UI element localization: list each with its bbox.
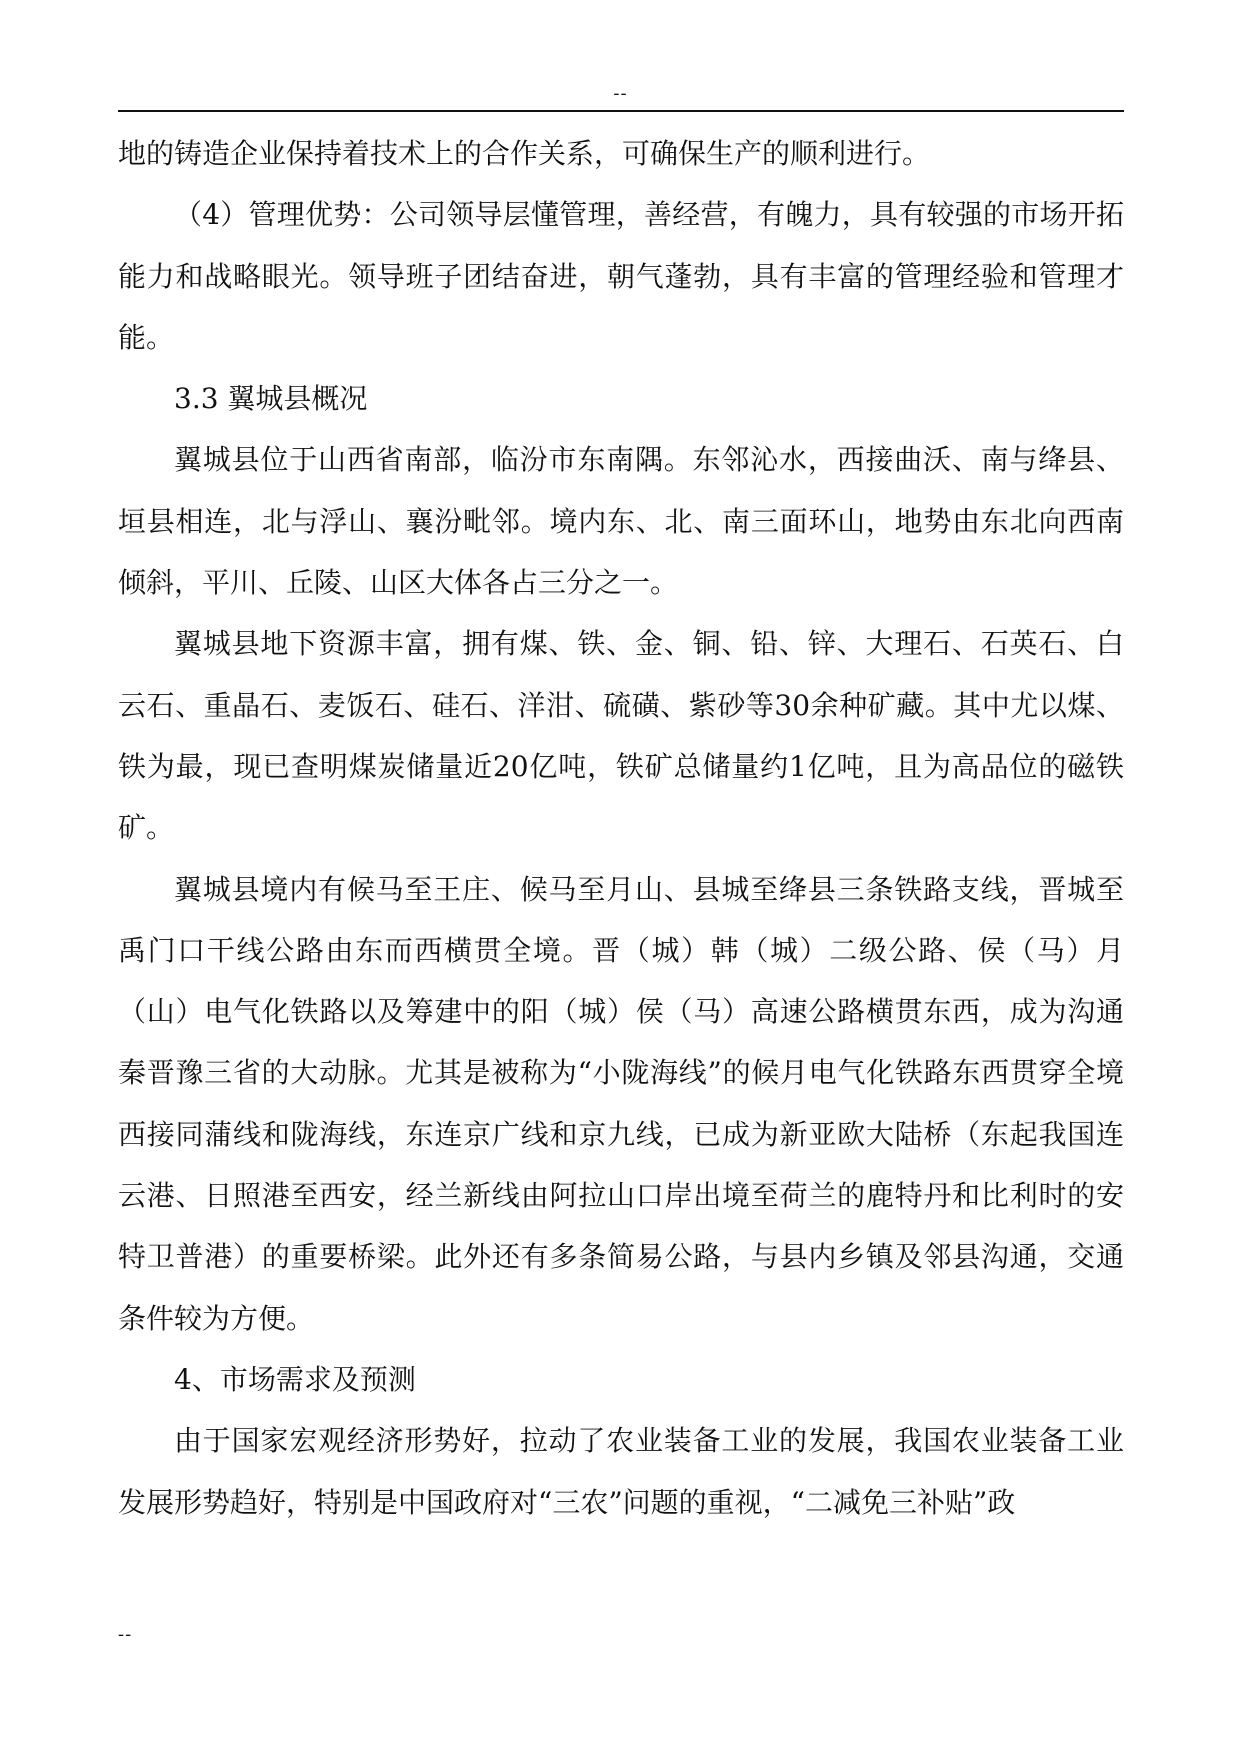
section-heading-market: 4、市场需求及预测 — [174, 1362, 416, 1396]
page-footer-mark: -- — [118, 1624, 133, 1645]
paragraph-transport: 翼城县境内有候马至王庄、候马至月山、县城至绛县三条铁路支线，晋城至禹门口干线公路由东而西横贯全境。晋（城）韩（城）二级公路、侯（马）月（山）电气化铁路以及筹建中的阳（城）侯（马）高速公路横贯东西，成为沟通秦晋豫三省的大动脉。尤其是被称为“小陇海线”的候月电气化铁路东西贯穿全境西接同蒲线和陇海线，东连京广线和京九线，已成为新亚欧大陆桥（东起我国连云港、日照港至西安，经兰新线由阿拉山口岸出境至荷兰的鹿特丹和比利时的安特卫普港）的重要桥梁。此外还有多条简易公路，与县内乡镇及邻县沟通，交通条件较为方便。 — [118, 872, 1124, 1335]
document-body — [118, 123, 1124, 1533]
paragraph-continuation: 地的铸造企业保持着技术上的合作关系，可确保生产的顺利进行。 — [118, 137, 931, 170]
section-heading-yicheng: 3.3 翼城县概况 — [174, 382, 368, 416]
paragraph-management-advantage: （4）管理优势：公司领导层懂管理，善经营，有魄力，具有较强的市场开拓能力和战略眼光。领导班子团结奋进，朝气蓬勃，具有丰富的管理经验和管理才能。 — [118, 198, 1124, 354]
page-header-mark: -- — [613, 83, 628, 104]
paragraph-location: 翼城县位于山西省南部，临汾市东南隅。东邻沁水，西接曲沃、南与绛县、垣县相连，北与浮山、襄汾毗邻。境内东、北、南三面环山，地势由东北向西南倾斜，平川、丘陵、山区大体各占三分之一。 — [118, 443, 1124, 600]
header-divider — [118, 110, 1124, 112]
paragraph-resources: 翼城县地下资源丰富，拥有煤、铁、金、铜、铅、锌、大理石、石英石、白云石、重晶石、麦饭石、硅石、洋泔、硫磺、紫砂等30余种矿藏。其中尤以煤、铁为最，现已查明煤炭储量近20亿吨，铁矿总储量约1亿吨，且为高品位的磁铁矿。 — [118, 627, 1124, 845]
paragraph-market-demand: 由于国家宏观经济形势好，拉动了农业装备工业的发展，我国农业装备工业发展形势趋好，特别是中国政府对“三农”问题的重视，“二减免三补贴”政 — [118, 1424, 1124, 1519]
